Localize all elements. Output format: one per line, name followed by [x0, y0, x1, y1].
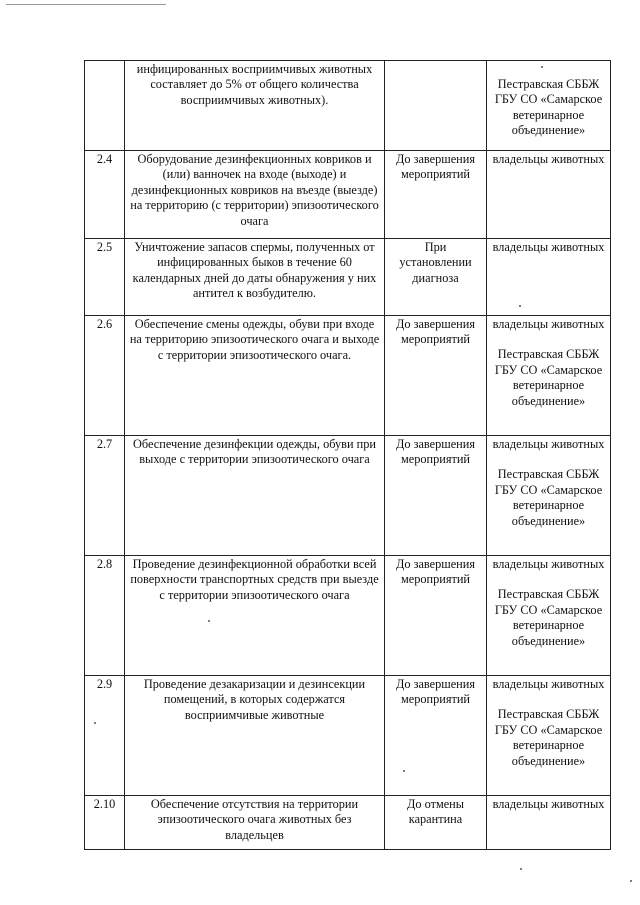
table-row	[85, 796, 611, 850]
row-number	[85, 61, 125, 151]
scan-speck	[94, 722, 96, 724]
row-term: До завершения мероприятий	[385, 316, 487, 436]
row-responsible	[487, 239, 611, 316]
row-term: До завершения мероприятий	[385, 556, 487, 676]
row-number: 2.8	[85, 556, 125, 676]
row-responsible	[487, 151, 611, 239]
row-action: Оборудование дезинфекционных ковриков и (или) ванночек на входе (выходе) и дезинфекционных ковриков на въезде (выезде) на территорию (с территории) эпизоотического очага	[125, 151, 385, 239]
table-row	[85, 239, 611, 316]
spacer	[490, 572, 607, 587]
responsible-primary: владельцы животных	[492, 152, 605, 166]
scan-speck	[208, 620, 210, 622]
row-term: До завершения мероприятий	[385, 436, 487, 556]
row-action: Проведение дезинфекционной обработки всей поверхности транспортных средств при выезде с территории эпизоотического очага	[125, 556, 385, 676]
row-number: 2.5	[85, 239, 125, 316]
row-responsible	[487, 316, 611, 436]
row-responsible	[487, 556, 611, 676]
row-action: Обеспечение дезинфекции одежды, обуви при выходе с территории эпизоотического очага	[125, 436, 385, 556]
row-action: Обеспечение смены одежды, обуви при входе на территорию эпизоотического очага и выходе с территории эпизоотического очага.	[125, 316, 385, 436]
row-number: 2.6	[85, 316, 125, 436]
spacer	[490, 692, 607, 707]
row-number: 2.9	[85, 676, 125, 796]
row-action: Обеспечение отсутствия на территории эпизоотического очага животных без владельцев	[125, 796, 385, 850]
scan-speck	[520, 868, 522, 870]
measures-table	[84, 60, 611, 850]
spacer	[490, 332, 607, 347]
row-term: До завершения мероприятий	[385, 676, 487, 796]
responsible-primary: владельцы животных	[492, 677, 605, 691]
responsible-secondary: Пестравская СББЖ ГБУ СО «Самарское ветеринарное объединение»	[494, 77, 603, 138]
table-row	[85, 676, 611, 796]
row-responsible	[487, 61, 611, 151]
row-term	[385, 61, 487, 151]
table-row	[85, 436, 611, 556]
spacer	[490, 452, 607, 467]
responsible-secondary: Пестравская СББЖ ГБУ СО «Самарское ветеринарное объединение»	[494, 467, 603, 528]
table-row	[85, 151, 611, 239]
responsible-primary: владельцы животных	[492, 317, 605, 331]
row-term: До отмены карантина	[385, 796, 487, 850]
row-number: 2.10	[85, 796, 125, 850]
table-row	[85, 556, 611, 676]
scan-edge-line	[6, 4, 166, 5]
scan-speck	[541, 66, 543, 68]
row-number: 2.7	[85, 436, 125, 556]
responsible-secondary: Пестравская СББЖ ГБУ СО «Самарское ветеринарное объединение»	[494, 707, 603, 768]
responsible-primary: владельцы животных	[492, 797, 605, 811]
table-row	[85, 61, 611, 151]
row-responsible	[487, 796, 611, 850]
row-term: До завершения мероприятий	[385, 151, 487, 239]
row-action: Уничтожение запасов спермы, полученных от инфицированных быков в течение 60 календарных дней до даты обнаружения у них антител к возбудителю.	[125, 239, 385, 316]
scan-speck	[519, 305, 521, 307]
responsible-secondary: Пестравская СББЖ ГБУ СО «Самарское ветеринарное объединение»	[494, 347, 603, 408]
responsible-primary: владельцы животных	[492, 240, 605, 254]
responsible-primary: владельцы животных	[492, 437, 605, 451]
table-row	[85, 316, 611, 436]
row-responsible	[487, 436, 611, 556]
row-number: 2.4	[85, 151, 125, 239]
responsible-secondary: Пестравская СББЖ ГБУ СО «Самарское ветеринарное объединение»	[494, 587, 603, 648]
row-action: инфицированных восприимчивых животных составляет до 5% от общего количества восприимчивых животных).	[125, 61, 385, 151]
responsible-primary: владельцы животных	[492, 557, 605, 571]
responsible-primary	[490, 62, 607, 77]
scan-speck	[403, 770, 405, 772]
row-action: Проведение дезакаризации и дезинсекции помещений, в которых содержатся восприимчивые животные	[125, 676, 385, 796]
scan-speck	[630, 880, 632, 882]
row-term: При установлении диагноза	[385, 239, 487, 316]
row-responsible	[487, 676, 611, 796]
